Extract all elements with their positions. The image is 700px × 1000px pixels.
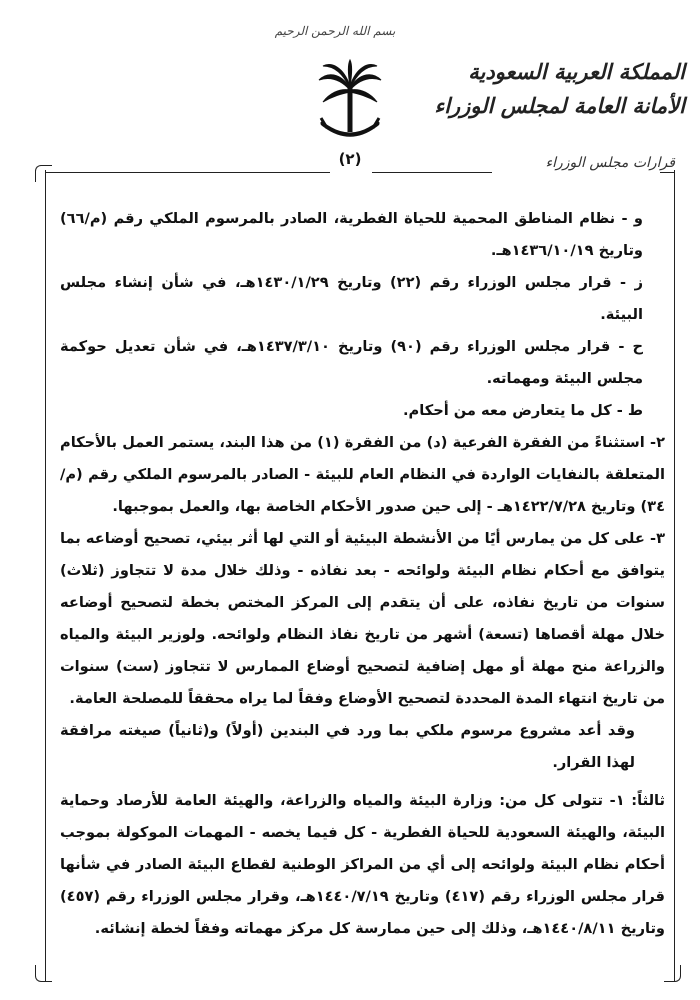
basmala-calligraphy: بسم الله الرحمن الرحيم [274, 24, 396, 38]
clause-item-ha: ح - قرار مجلس الوزراء رقم (٩٠) وتاريخ ١٤٣٧/٣/١٠هـ، في شأن تعديل حوكمة مجلس البيئة ومهماته. [60, 338, 643, 387]
clause-item-zay: ز - قرار مجلس الوزراء رقم (٢٢) وتاريخ ١٤٣٠/١/٢٩هـ، في شأن إنشاء مجلس البيئة. [60, 274, 643, 323]
letterhead-kingdom: المملكة العربية السعودية [468, 59, 685, 84]
frame-top-right-rule [660, 172, 674, 173]
paragraph-2: ٢- استثناءً من الفقرة الفرعية (د) من الفقرة (١) من هذا البند، يستمر العمل بالأحكام المتعلقة بالنفايات الواردة في النظام العام للبيئة - الصادر بالمرسوم الملكي رقم (م/٣٤) وتاريخ ١٤٢٢/٧/٢٨هـ - إلى حين صدور الأحكام الخاصة بها، والعمل بموجبها. [60, 434, 665, 515]
decision-body [60, 203, 665, 945]
clause-item-waw: و - نظام المناطق المحمية للحياة الفطرية، الصادر بالمرسوم الملكي رقم (م/٦٦) وتاريخ ١٤٣٦/١٠/١٩هـ. [60, 210, 643, 259]
paragraph-3: ٣- على كل من يمارس أيًا من الأنشطة البيئية أو التي لها أثر بيئي، تصحيح أوضاعه بما يتوافق مع أحكام نظام البيئة ولوائحه - بعد نفاذه - وذلك خلال مدة لا تتجاوز (ثلاث) سنوات من تاريخ نفاذه، على أن يتقدم إلى المركز المختص بخطة لتصحيح أوضاعه خلال مهلة أقصاها (تسعة) أشهر من تاريخ نفاذ النظام ولوائحه. ولوزير البيئة والمياه والزراعة منح مهلة أو مهل إضافية لتصحيح أوضاع الممارس لا تتجاوز (ست) سنوات من تاريخ انتهاء المدة المحددة لتصحيح الأوضاع وفقاً لما يراه محققاً للمصلحة العامة. [60, 530, 665, 707]
frame-corner-bottom-right [664, 965, 681, 982]
frame-top-left-rule [45, 172, 330, 173]
clause-item-ta: ط - كل ما يتعارض معه من أحكام. [402, 402, 643, 419]
letterhead-secretariat: الأمانة العامة لمجلس الوزراء [434, 93, 685, 118]
royal-decree-note: وقد أعد مشروع مرسوم ملكي بما ورد في البندين (أولاً) و(ثانياً) صيغته مرافقة لهذا القرار. [60, 722, 635, 771]
saudi-emblem-icon [315, 58, 385, 150]
frame-corner-top-left [35, 165, 52, 182]
letterhead [434, 55, 685, 123]
paragraph-third-1: ثالثاً: ١- تتولى كل من: وزارة البيئة والمياه والزراعة، والهيئة العامة للأرصاد وحماية البيئة، والهيئة السعودية للحياة الفطرية - كل فيما يخصه - المهمات الموكولة بموجب أحكام نظام البيئة ولوائحه إلى أي من المراكز الوطنية لقطاع البيئة الصادر في شأنها قرار مجلس الوزراء رقم (٤١٧) وتاريخ ١٤٤٠/٧/١٩هـ، وقرار مجلس الوزراء رقم (٤٥٧) وتاريخ ١٤٤٠/٨/١١هـ، وذلك إلى حين ممارسة كل مركز مهماته وفقاً لخطة إنشائه. [60, 792, 666, 937]
letterhead-subtitle: قرارات مجلس الوزراء [545, 155, 675, 171]
frame-top-mid-rule [372, 172, 492, 173]
page-number: (٢) [338, 150, 362, 168]
frame-corner-bottom-left [35, 965, 52, 982]
